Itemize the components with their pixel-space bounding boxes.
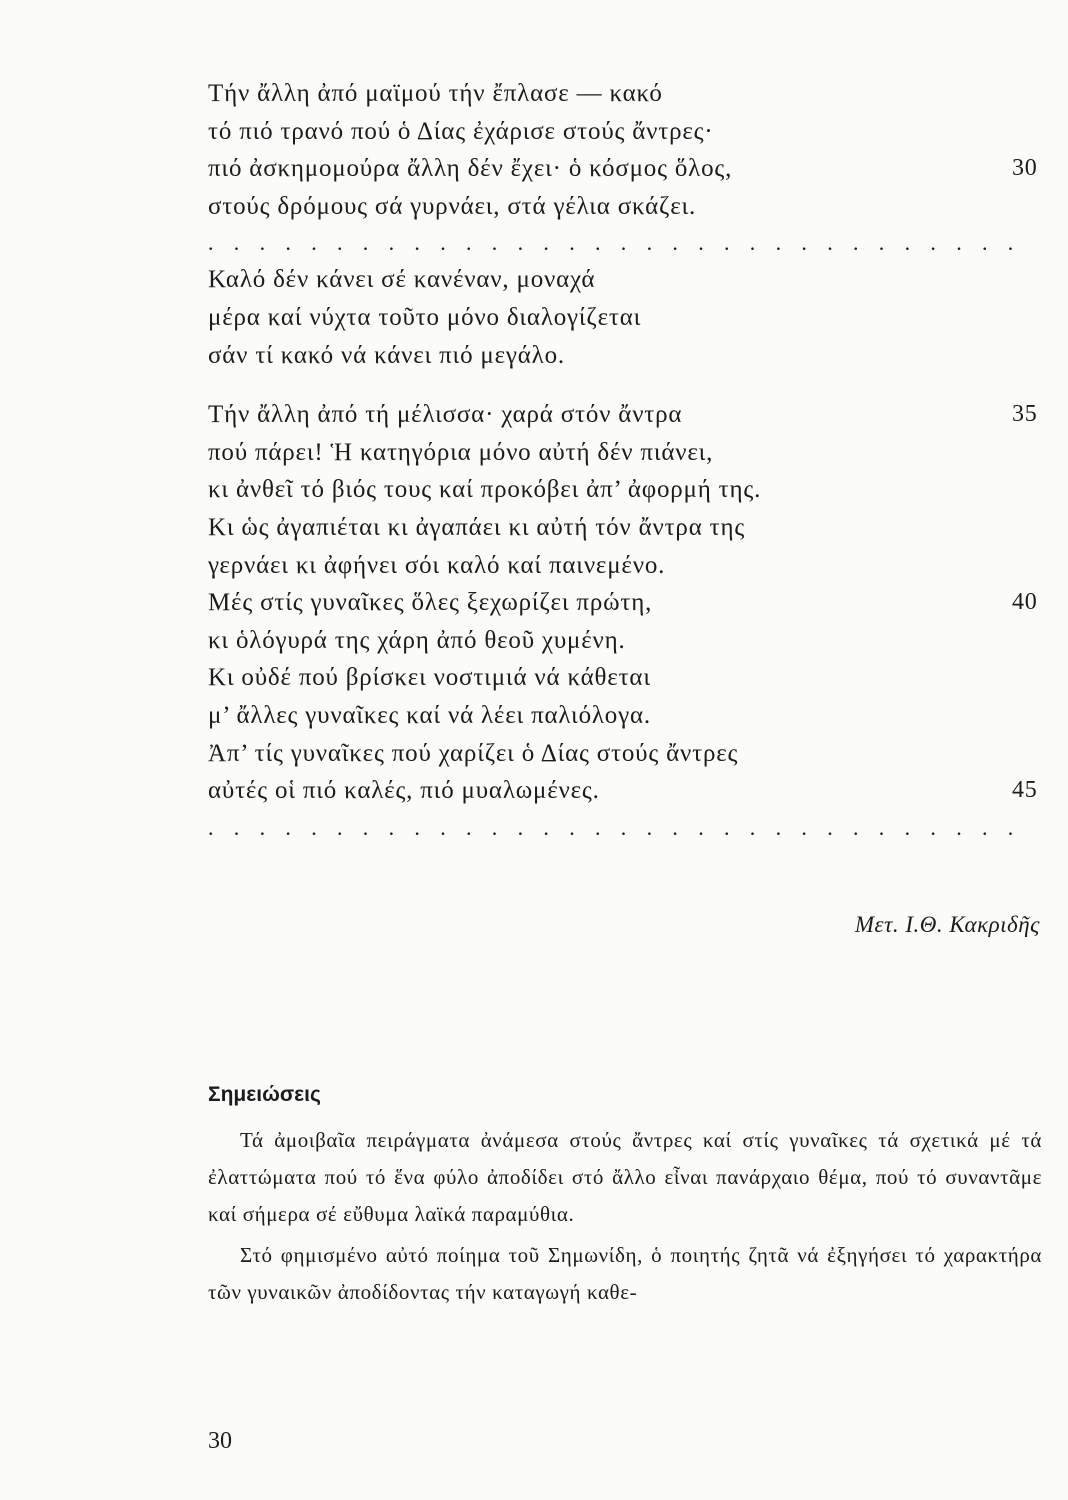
poem-line: Τήν ἄλλη ἀπό τή μέλισσα· χαρά στόν ἄντρα 35	[208, 396, 848, 434]
line-number: 45	[1012, 777, 1038, 804]
line-number: 30	[1012, 155, 1038, 182]
notes-paragraph: Τά ἀμοιβαῖα πειράγματα ἀνάμεσα στούς ἄντρες καί στίς γυναῖκες τά σχετικά μέ τά ἐλαττώματα πού τό ἕνα φύλο ἀποδίδει στό ἄλλο εἶναι πανάρχαιο θέμα, πού τό συναντᾶμε καί σήμερα σέ εὔθυμα λαϊκά παραμύθια.	[208, 1128, 1042, 1226]
poem-line: πού πάρει! Ἡ κατηγόρια μόνο αὐτή δέν πιάνει,	[208, 438, 714, 466]
poem-line: Ἀπ’ τίς γυναῖκες πού χαρίζει ὁ Δίας στούς ἄντρες	[208, 739, 739, 767]
poem-line: αὐτές οἱ πιό καλές, πιό μυαλωμένες. 45	[208, 772, 848, 810]
omission-dots: . . . . . . . . . . . . . . . . . . . . . . . . . . . . . . . .	[208, 230, 1021, 256]
poem-line: Μές στίς γυναῖκες ὅλες ξεχωρίζει πρώτη, 40	[208, 584, 848, 622]
poem-line: Καλό δέν κάνει σέ κανέναν, μοναχά	[208, 266, 596, 294]
poem-line: γερνάει κι ἀφήνει σόι καλό καί παινεμένο.	[208, 551, 666, 579]
notes-heading: Σημειώσεις	[208, 1083, 321, 1106]
poem-line: τό πιό τρανό πού ὁ Δίας ἐχάρισε στούς ἄντρες·	[208, 117, 714, 145]
poem-line: Κι οὐδέ πού βρίσκει νοστιμιά νά κάθεται	[208, 664, 651, 692]
poem-line: μ’ ἄλλες γυναῖκες καί νά λέει παλιόλογα.	[208, 701, 651, 729]
poem-line: κι ἀνθεῖ τό βιός τους καί προκόβει ἀπ’ ἀφορμή της.	[208, 476, 762, 504]
poem	[208, 75, 1038, 846]
poem-line: στούς δρόμους σά γυρνάει, στά γέλια σκάζει.	[208, 192, 697, 220]
poem-line: πιό ἀσκημομούρα ἄλλη δέν ἔχει· ὁ κόσμος ὅλος, 30	[208, 150, 848, 188]
notes-body	[208, 1122, 1042, 1315]
poem-line: Τήν ἄλλη ἀπό μαϊμού τήν ἔπλασε — κακό	[208, 80, 663, 107]
poem-line: Κι ὡς ἀγαπιέται κι ἀγαπάει κι αὐτή τόν ἄντρα της	[208, 513, 746, 541]
notes-paragraph: Στό φημισμένο αὐτό ποίημα τοῦ Σημωνίδη, ὁ ποιητής ζητᾶ νά ἐξηγήσει τό χαρακτήρα τῶν γυναικῶν ἀποδίδοντας τήν καταγωγή καθε-	[208, 1243, 1042, 1304]
page-number: 30	[208, 1428, 232, 1454]
omission-dots: . . . . . . . . . . . . . . . . . . . . . . . . . . . . . . . .	[208, 814, 1021, 840]
line-number: 35	[1012, 401, 1038, 428]
stanza-1	[208, 75, 1038, 225]
translator-credit: Μετ. Ι.Θ. Κακριδῆς	[854, 912, 1040, 937]
poem-line: σάν τί κακό νά κάνει πιό μεγάλο.	[208, 341, 565, 369]
poem-line: κι ὁλόγυρά της χάρη ἀπό θεοῦ χυμένη.	[208, 626, 626, 654]
poem-line: μέρα καί νύχτα τοῦτο μόνο διαλογίζεται	[208, 303, 642, 331]
stanza-gap	[208, 374, 848, 396]
line-number: 40	[1012, 589, 1038, 616]
stanza-2	[208, 261, 848, 374]
stanza-3	[208, 396, 1038, 810]
